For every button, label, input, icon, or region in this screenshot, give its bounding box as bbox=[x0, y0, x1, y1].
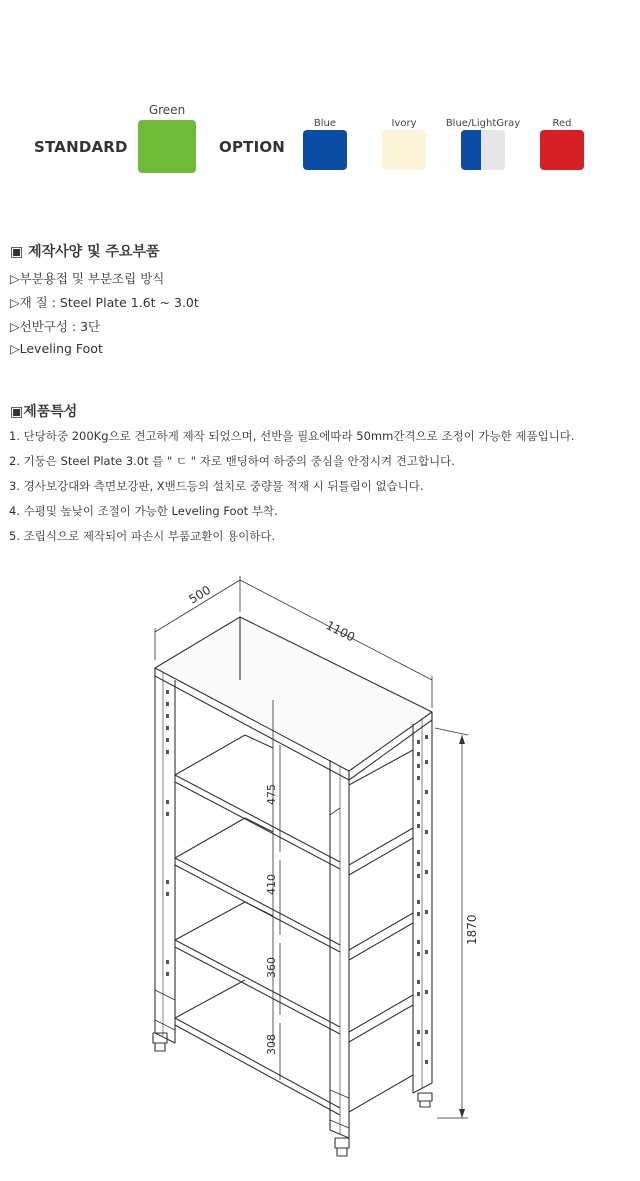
swatch-blue-lightgray bbox=[461, 130, 505, 170]
swatch-ivory-label: Ivory bbox=[391, 118, 417, 129]
features-title: ▣제품특성 bbox=[10, 404, 78, 420]
feature-item: 5. 조립식으로 제작되어 파손시 부품교환이 용이하다. bbox=[9, 529, 276, 543]
swatch-blue-label: Blue bbox=[313, 118, 337, 129]
dim-gap-label: 475 bbox=[265, 784, 278, 805]
dim-gap-label: 410 bbox=[265, 874, 278, 895]
swatch-blue bbox=[303, 130, 347, 170]
swatch-green-label: Green bbox=[148, 103, 186, 117]
shelf-drawing bbox=[0, 560, 640, 1181]
standard-label: STANDARD bbox=[34, 138, 128, 156]
swatch-ivory bbox=[382, 130, 426, 170]
swatch-green bbox=[138, 120, 196, 173]
spec-title: ▣ 제작사양 및 주요부품 bbox=[10, 244, 160, 260]
option-label: OPTION bbox=[219, 138, 286, 156]
feature-item: 3. 경사보강대와 측면보강판, X밴드등의 설치로 중량물 적재 시 뒤틀림이 없습니다. bbox=[9, 479, 424, 493]
dim-height-label: 1870 bbox=[465, 914, 479, 945]
swatch-red bbox=[540, 130, 584, 170]
dim-gap-label: 360 bbox=[265, 957, 278, 978]
spec-item: ▷선반구성 : 3단 bbox=[10, 319, 101, 334]
spec-item: ▷Leveling Foot bbox=[10, 341, 103, 356]
dim-width-label: 1100 bbox=[323, 618, 358, 645]
dim-gap-label: 308 bbox=[265, 1034, 278, 1055]
dim-depth-label: 500 bbox=[186, 582, 214, 607]
spec-item: ▷부분용접 및 부분조립 방식 bbox=[10, 271, 165, 286]
feature-item: 1. 단당하중 200Kg으로 견고하게 제작 되었으며, 선반을 필요에따라 50mm간격으로 조정이 가능한 제품입니다. bbox=[9, 429, 575, 443]
spec-item: ▷재 질 : Steel Plate 1.6t ~ 3.0t bbox=[10, 295, 199, 310]
feature-item: 2. 기둥은 Steel Plate 3.0t 를 " ㄷ " 자로 밴딩하여 하중의 중심을 안정시켜 견고합니다. bbox=[9, 454, 455, 468]
swatch-red-label: Red bbox=[552, 118, 572, 129]
swatch-blue-lightgray-label: Blue/LightGray bbox=[445, 118, 521, 129]
feature-item: 4. 수평및 높낮이 조절이 가능한 Leveling Foot 부착. bbox=[9, 504, 278, 518]
